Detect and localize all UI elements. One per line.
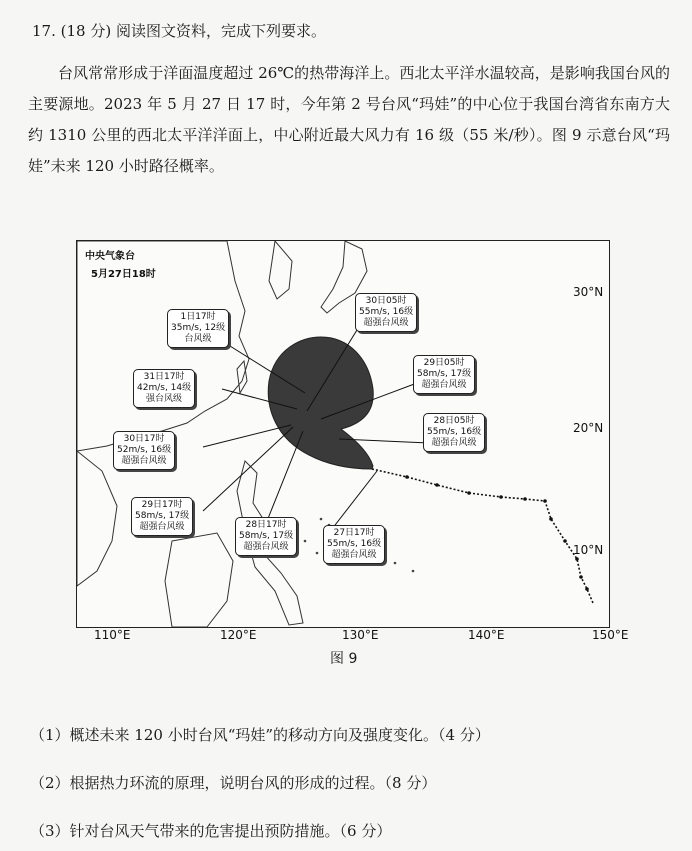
forecast-wind: 58m/s, 17级: [135, 511, 190, 521]
forecast-level: 超强台风级: [121, 456, 167, 466]
forecast-level: 强台风级: [146, 394, 183, 404]
figure-caption: 图 9: [330, 651, 358, 667]
typhoon-map: [76, 240, 610, 628]
forecast-wind: 55m/s, 16级: [327, 539, 382, 549]
forecast-level: 台风级: [184, 334, 212, 344]
question-header: 17. (18 分) 阅读图文资料，完成下列要求。: [32, 22, 326, 40]
forecast-time: 30日05时: [365, 296, 407, 306]
probability-cone: [268, 337, 373, 469]
forecast-time: 31日17时: [143, 372, 185, 382]
forecast-time: 28日05时: [433, 416, 475, 426]
question-paragraph: 台风常常形成于洋面温度超过 26℃的热带海洋上。西北太平洋水温较高，是影响我国台风的主要源地。2023 年 5 月 27 日 17 时，今年第 2 号台风“玛娃”的中心位于我国台湾省东南方大约 1310 公里的西北太平洋洋面上，中心附近最大风力有 16 级（55 米/秒）。图 9 示意台风“玛娃”未来 120 小时路径概率。: [28, 64, 670, 175]
forecast-time: 29日05时: [423, 358, 465, 368]
lon-label-130: 130°E: [342, 628, 379, 642]
forecast-box-27d17: [323, 525, 385, 564]
subquestion-2: （2）根据热力环流的原理，说明台风的形成的过程。（8 分）: [30, 774, 437, 792]
forecast-wind: 55m/s, 16级: [427, 427, 482, 437]
map-source: 中央气象台: [85, 251, 135, 262]
track-markers: [405, 475, 589, 591]
forecast-wind: 58m/s, 17级: [239, 531, 294, 541]
lat-label-20: 20°N: [573, 421, 604, 435]
lat-label-30: 30°N: [573, 285, 604, 299]
forecast-box-30d17: [113, 431, 175, 470]
forecast-box-28d05: [423, 413, 485, 452]
typhoon-track: [372, 469, 593, 603]
forecast-level: 超强台风级: [363, 318, 409, 328]
forecast-box-30d05: [355, 293, 417, 332]
forecast-level: 超强台风级: [243, 542, 289, 552]
forecast-wind: 58m/s, 17级: [417, 369, 472, 379]
taiwan-island: [237, 361, 247, 393]
subquestion-1: （1）概述未来 120 小时台风“玛娃”的移动方向及强度变化。（4 分）: [30, 726, 490, 744]
lon-label-120: 120°E: [220, 628, 257, 642]
lon-label-150: 150°E: [592, 628, 629, 642]
forecast-time: 1日17时: [180, 312, 216, 322]
forecast-level: 超强台风级: [139, 522, 185, 532]
forecast-box-28d17: [235, 517, 297, 556]
forecast-time: 30日17时: [123, 434, 165, 444]
forecast-wind: 52m/s, 16级: [117, 445, 172, 455]
forecast-box-1d17: [167, 309, 229, 348]
forecast-level: 超强台风级: [421, 380, 467, 390]
korea-peninsula: [269, 241, 292, 299]
lat-label-10: 10°N: [573, 543, 604, 557]
forecast-level: 超强台风级: [431, 438, 477, 448]
indochina-landmass: [77, 451, 117, 586]
forecast-level: 超强台风级: [331, 550, 377, 560]
lon-label-140: 140°E: [468, 628, 505, 642]
forecast-wind: 55m/s, 16级: [359, 307, 414, 317]
forecast-time: 27日17时: [333, 528, 375, 538]
forecast-wind: 35m/s, 12级: [171, 323, 226, 333]
forecast-box-29d17: [131, 497, 193, 536]
forecast-time: 28日17时: [245, 520, 287, 530]
forecast-wind: 42m/s, 14级: [137, 383, 192, 393]
forecast-time: 29日17时: [141, 500, 183, 510]
forecast-box-31d17: [133, 369, 195, 408]
borneo-island: [165, 533, 233, 627]
map-time: 5月27日18时: [91, 269, 156, 280]
lon-label-110: 110°E: [94, 628, 131, 642]
subquestion-3: （3）针对台风天气带来的危害提出预防措施。（6 分）: [30, 822, 392, 840]
forecast-box-29d05: [413, 355, 475, 394]
